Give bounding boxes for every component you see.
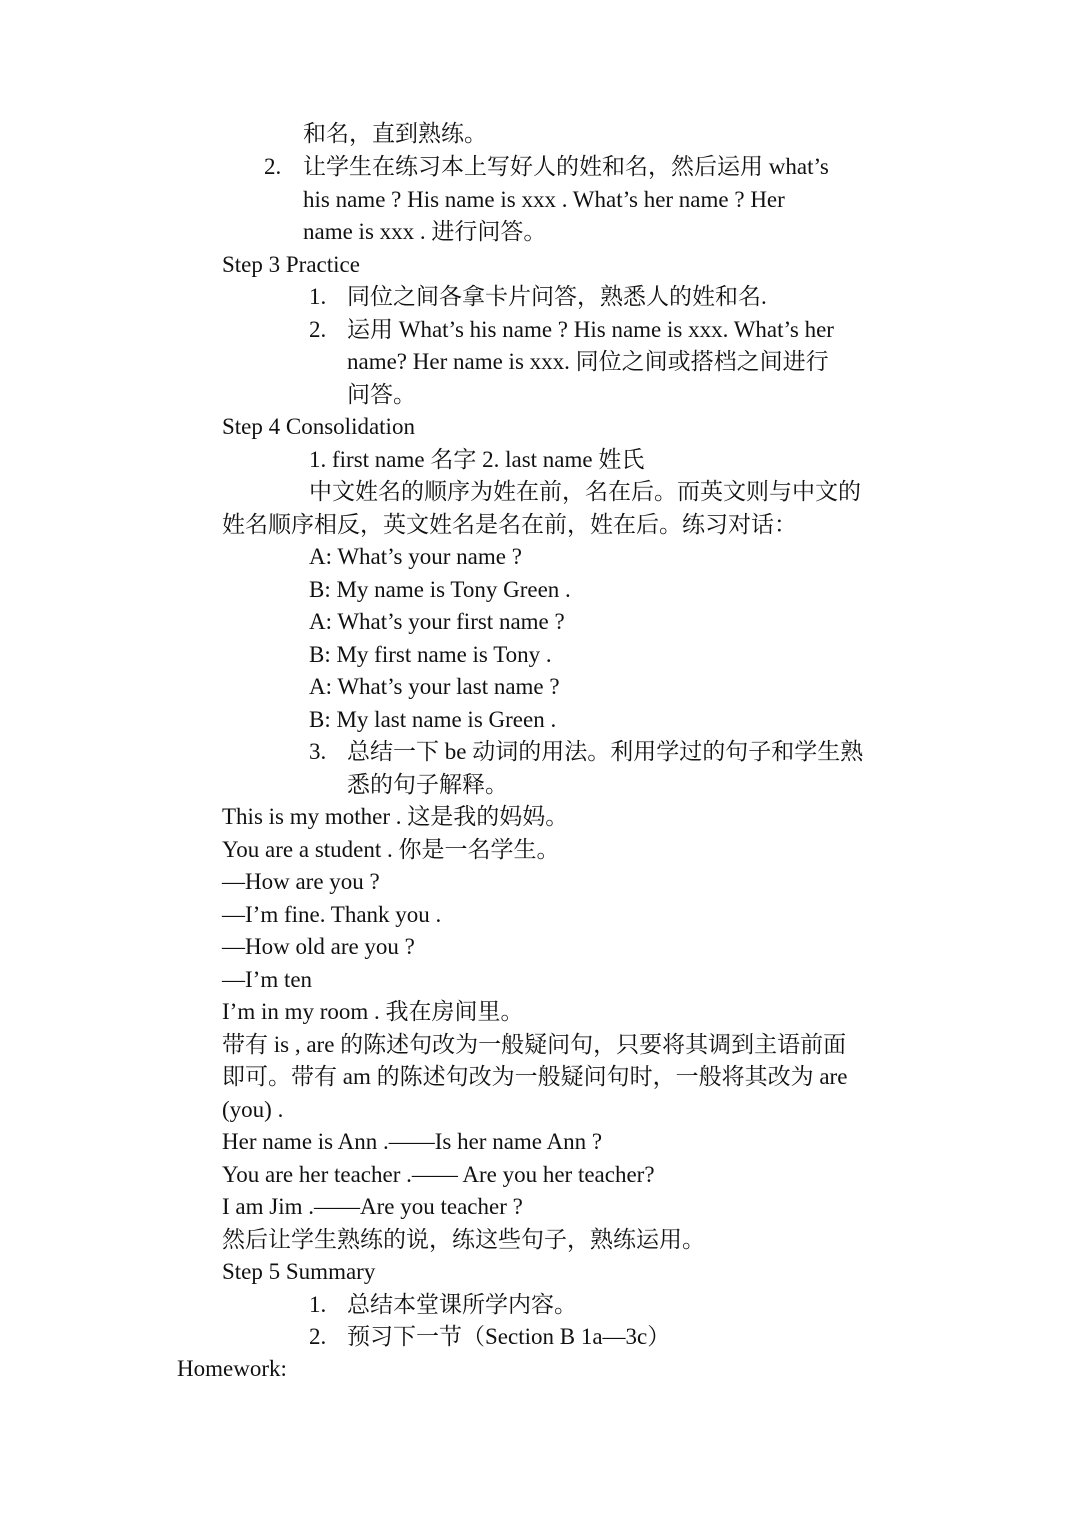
dialogue-line: B: My last name is Green .: [309, 707, 557, 732]
text-line: 即可。带有 am 的陈述句改为一般疑问句时，一般将其改为 are: [222, 1064, 848, 1089]
text-line: 中文姓名的顺序为姓在前，名在后。而英文则与中文的: [309, 479, 861, 504]
text-line: name? Her name is xxx. 同位之间或搭档之间进行: [347, 349, 829, 374]
example-line: —How are you ?: [222, 869, 380, 894]
text-line: 运用 What’s his name ? His name is xxx. What’s her: [347, 317, 834, 342]
dialogue-line: A: What’s your name ?: [309, 544, 522, 569]
text-line: (you) .: [222, 1097, 284, 1122]
example-line: —I’m ten: [222, 967, 313, 992]
dialogue-line: A: What’s your first name ?: [309, 609, 565, 634]
list-number: 1.: [309, 284, 327, 309]
dialogue-line: B: My first name is Tony .: [309, 642, 552, 667]
example-line: You are a student . 你是一名学生。: [222, 837, 560, 862]
example-line: Her name is Ann .——Is her name Ann ?: [222, 1129, 603, 1154]
text-line: 预习下一节（Section B 1a—3c）: [347, 1324, 671, 1349]
text-line: 1. first name 名字 2. last name 姓氏: [309, 447, 645, 472]
list-number: 3.: [309, 739, 327, 764]
text-line: 总结本堂课所学内容。: [347, 1292, 577, 1317]
text-line: his name ? His name is xxx . What’s her name ? Her: [303, 187, 785, 212]
step-heading: Step 5 Summary: [222, 1259, 376, 1284]
text-line: 姓名顺序相反，英文姓名是名在前，姓在后。练习对话：: [222, 512, 797, 537]
text-line: 然后让学生熟练的说，练这些句子，熟练运用。: [222, 1227, 705, 1252]
text-line: name is xxx . 进行问答。: [303, 219, 547, 244]
dialogue-line: B: My name is Tony Green .: [309, 577, 571, 602]
text-line: 总结一下 be 动词的用法。利用学过的句子和学生熟: [347, 739, 864, 764]
text-line: 和名，直到熟练。: [303, 121, 487, 146]
list-number: 1.: [309, 1292, 327, 1317]
example-line: I’m in my room . 我在房间里。: [222, 999, 524, 1024]
example-line: —I’m fine. Thank you .: [222, 902, 442, 927]
step-heading: Step 3 Practice: [222, 252, 360, 277]
text-line: 带有 is , are 的陈述句改为一般疑问句，只要将其调到主语前面: [222, 1032, 847, 1057]
dialogue-line: A: What’s your last name ?: [309, 674, 560, 699]
example-line: You are her teacher .—— Are you her teacher?: [222, 1162, 655, 1187]
example-line: I am Jim .——Are you teacher ?: [222, 1194, 523, 1219]
text-line: 悉的句子解释。: [347, 772, 508, 797]
list-number: 2.: [309, 1324, 327, 1349]
text-line: 问答。: [347, 382, 416, 407]
list-number: 2.: [309, 317, 327, 342]
example-line: This is my mother . 这是我的妈妈。: [222, 804, 569, 829]
step-heading: Step 4 Consolidation: [222, 414, 415, 439]
homework-heading: Homework:: [177, 1356, 287, 1381]
list-number: 2.: [264, 154, 282, 179]
example-line: —How old are you ?: [222, 934, 415, 959]
text-line: 同位之间各拿卡片问答，熟悉人的姓和名.: [347, 284, 767, 309]
text-line: 让学生在练习本上写好人的姓和名，然后运用 what’s: [303, 154, 829, 179]
